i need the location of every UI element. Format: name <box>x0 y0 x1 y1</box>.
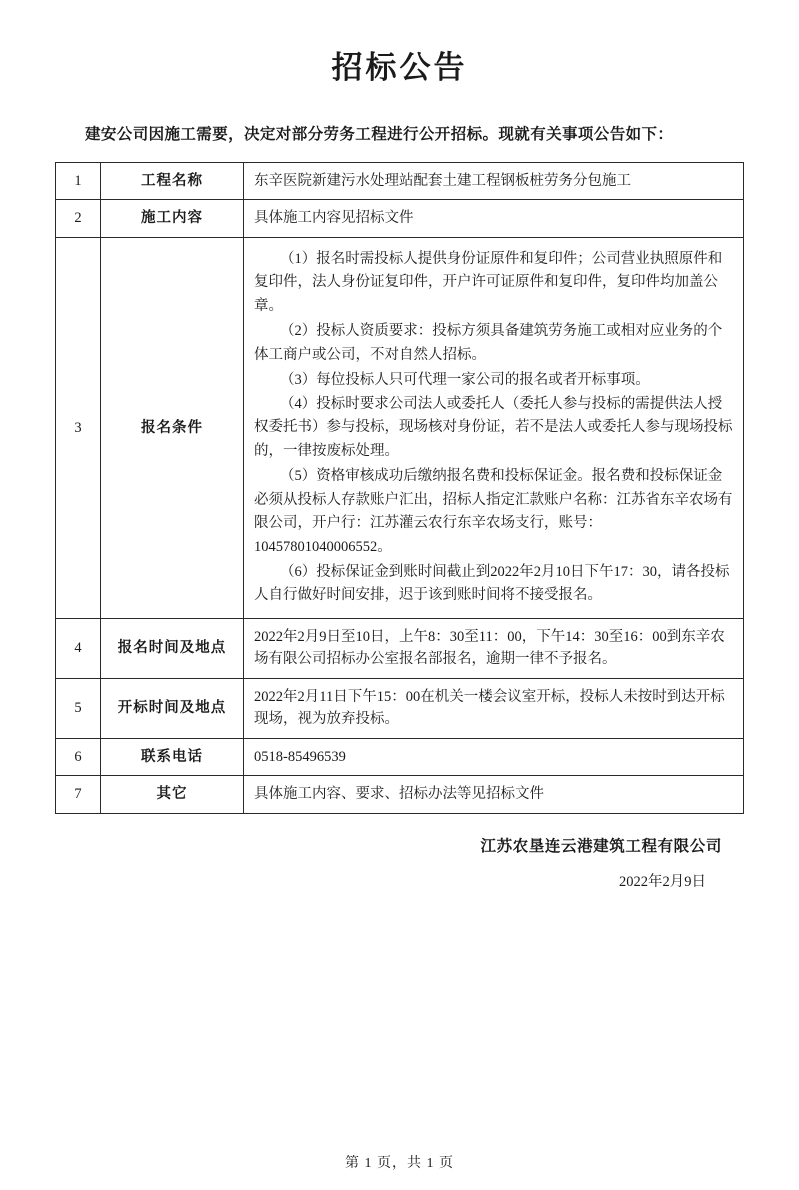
condition-item: （6）投标保证金到账时间截止到2022年2月10日下午17：30，请各投标人自行做好时间安排，迟于该到账时间将不接受报名。 <box>254 563 730 604</box>
row-label: 工程名称 <box>101 162 244 199</box>
row-value: 具体施工内容、要求、招标办法等见招标文件 <box>244 776 744 813</box>
row-label: 其它 <box>101 776 244 813</box>
row-value: 具体施工内容见招标文件 <box>244 200 744 237</box>
document-page <box>0 42 799 1190</box>
signature-date: 2022年2月9日 <box>619 873 706 890</box>
row-label: 联系电话 <box>101 738 244 775</box>
announcement-table <box>55 162 744 814</box>
page-footer: 第 1 页，共 1 页 <box>345 1156 454 1171</box>
table-row <box>56 162 744 199</box>
row-label: 施工内容 <box>101 200 244 237</box>
table-row <box>56 237 744 618</box>
row-number: 3 <box>56 237 101 618</box>
condition-item: （2）投标人资质要求：投标方须具备建筑劳务施工或相对应业务的个体工商户或公司，不对自然人招标。 <box>254 323 723 363</box>
row-value: 2022年2月9日至10日，上午8：30至11：00，下午14：30至16：00到东辛农场有限公司招标办公室报名部报名，逾期一律不予报名。 <box>244 618 744 678</box>
row-value-conditions <box>244 237 744 618</box>
row-number: 2 <box>56 200 101 237</box>
row-number: 4 <box>56 618 101 678</box>
intro-paragraph: 建安公司因施工需要，决定对部分劳务工程进行公开招标。现就有关事项公告如下： <box>85 126 674 143</box>
table-row <box>56 200 744 237</box>
table-row <box>56 618 744 678</box>
table-row <box>56 738 744 775</box>
condition-item: （5）资格审核成功后缴纳报名费和投标保证金。报名费和投标保证金必须从投标人存款账户汇出，招标人指定汇款账户名称：江苏省东辛农场有限公司，开户行：江苏灌云农行东辛农场支行，账号：10457801040006552。 <box>254 468 733 555</box>
row-label: 报名条件 <box>101 237 244 618</box>
condition-item: （4）投标时要求公司法人或委托人（委托人参与投标的需提供法人授权委托书）参与投标，现场核对身份证，若不是法人或委托人参与现场投标的，一律按废标处理。 <box>254 395 733 459</box>
signature-company: 江苏农垦连云港建筑工程有限公司 <box>480 837 722 855</box>
condition-item: （1）报名时需投标人提供身份证原件和复印件；公司营业执照原件和复印件，法人身份证复印件，开户许可证原件和复印件，复印件均加盖公章。 <box>254 250 723 314</box>
row-number: 1 <box>56 162 101 199</box>
row-number: 6 <box>56 738 101 775</box>
row-label: 开标时间及地点 <box>101 678 244 738</box>
table-row <box>56 776 744 813</box>
row-value: 2022年2月11日下午15：00在机关一楼会议室开标，投标人未按时到达开标现场，视为放弃投标。 <box>244 678 744 738</box>
table-row <box>56 678 744 738</box>
row-number: 7 <box>56 776 101 813</box>
page-title: 招标公告 <box>331 50 468 85</box>
row-value: 0518-85496539 <box>244 738 744 775</box>
row-number: 5 <box>56 678 101 738</box>
row-label: 报名时间及地点 <box>101 618 244 678</box>
condition-item: （3）每位投标人只可代理一家公司的报名或者开标事项。 <box>280 372 650 389</box>
row-value: 东辛医院新建污水处理站配套土建工程钢板桩劳务分包施工 <box>244 162 744 199</box>
